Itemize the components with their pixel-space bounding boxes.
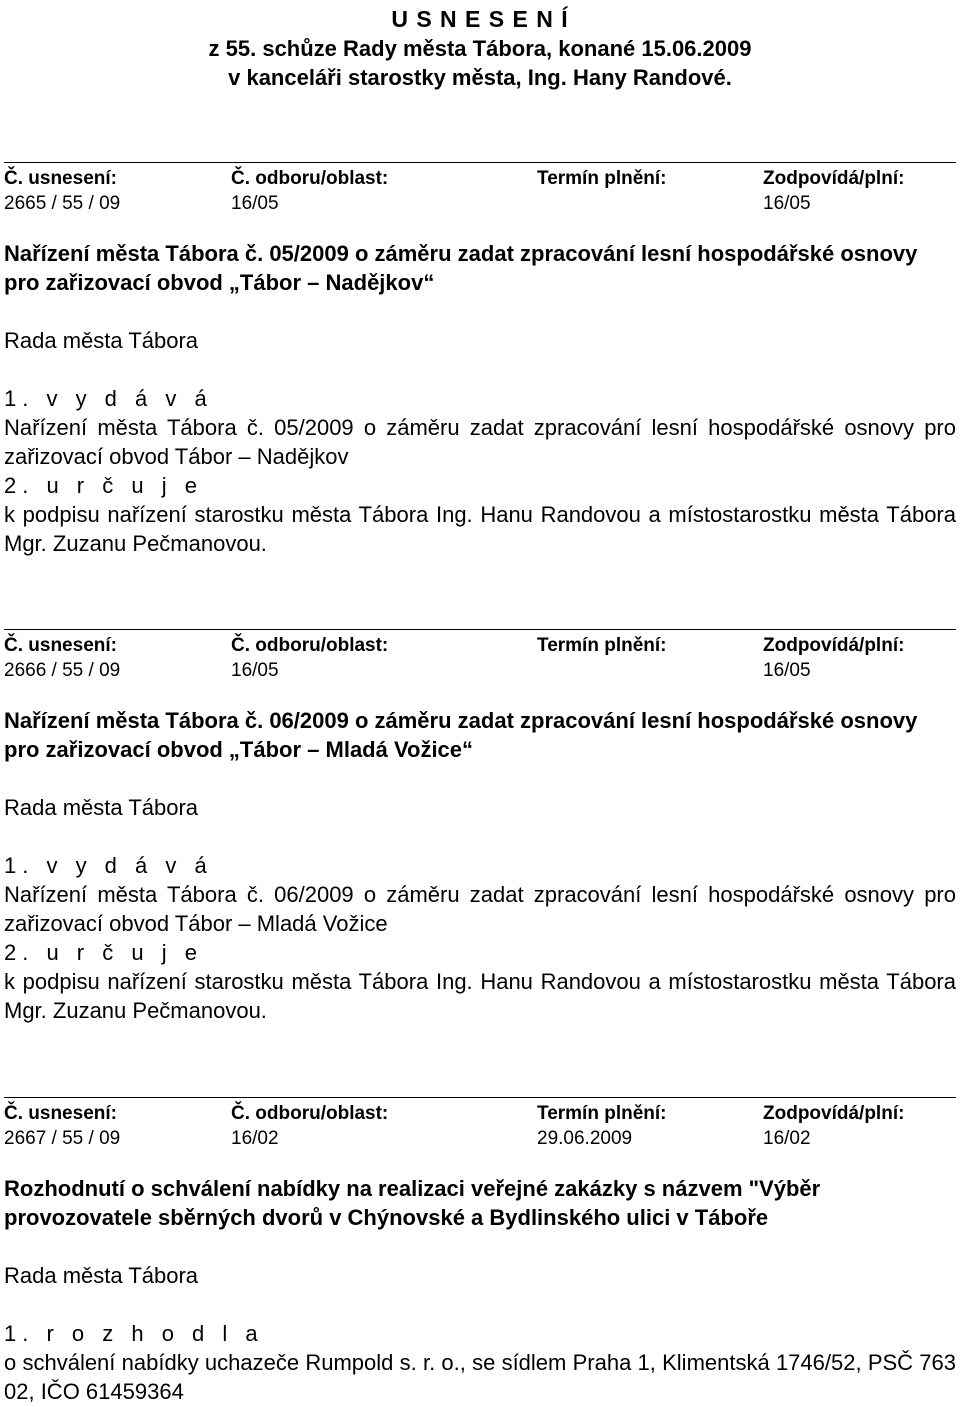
resolution-no-value: 2667 / 55 / 09 (4, 1128, 121, 1149)
council-name: Rada města Tábora (4, 1263, 199, 1288)
section-divider (4, 162, 956, 163)
responsible-value: 16/05 (763, 660, 811, 681)
deadline-label: Termín plnění: (537, 168, 667, 189)
resolution-title: Nařízení města Tábora č. 06/2009 o záměru zadat zpracování lesní hospodářské osnovy pro zařizovací obvod „Tábor – Mladá Vožice“ (4, 708, 918, 762)
council-name: Rada města Tábora (4, 795, 199, 820)
resolution-meta (0, 633, 960, 689)
council-name: Rada města Tábora (4, 328, 199, 353)
responsible-label: Zodpovídá/plní: (763, 635, 905, 656)
item-2-text: k podpisu nařízení starostku města Tábora Ing. Hanu Randovou a místostarostku města Tábora Mgr. Zuzanu Pečmanovou. (4, 969, 956, 1023)
resolution-title: Nařízení města Tábora č. 05/2009 o záměru zadat zpracování lesní hospodářské osnovy pro zařizovací obvod „Tábor – Nadějkov“ (4, 241, 918, 295)
responsible-value: 16/05 (763, 193, 811, 214)
resolution-no-label: Č. usnesení: (4, 635, 117, 656)
department-label: Č. odboru/oblast: (231, 168, 389, 189)
document-header (0, 4, 960, 92)
meeting-location-line: v kanceláři starostky města, Ing. Hany Randové. (228, 65, 732, 90)
resolution-no-label: Č. usnesení: (4, 1103, 117, 1124)
item-2-text: k podpisu nařízení starostku města Tábora Ing. Hanu Randovou a místostarostku města Tábora Mgr. Zuzanu Pečmanovou. (4, 502, 956, 556)
resolution-meta (0, 1101, 960, 1157)
responsible-label: Zodpovídá/plní: (763, 168, 905, 189)
department-label: Č. odboru/oblast: (231, 635, 389, 656)
item-1-heading: 1. v y d á v á (4, 853, 213, 878)
item-1-heading: 1. v y d á v á (4, 386, 213, 411)
department-label: Č. odboru/oblast: (231, 1103, 389, 1124)
deadline-label: Termín plnění: (537, 1103, 667, 1124)
department-value: 16/05 (231, 660, 279, 681)
item-2-heading: 2. u r č u j e (4, 473, 203, 498)
item-1-text: o schválení nabídky uchazeče Rumpold s. r. o., se sídlem Praha 1, Klimentská 1746/52, PSČ 763 02, IČO 61459364 (4, 1350, 956, 1404)
resolution-no-label: Č. usnesení: (4, 168, 117, 189)
department-value: 16/05 (231, 193, 279, 214)
item-1-text: Nařízení města Tábora č. 06/2009 o záměru zadat zpracování lesní hospodářské osnovy pro zařizovací obvod Tábor – Mladá Vožice (4, 882, 956, 936)
item-1-text: Nařízení města Tábora č. 05/2009 o záměru zadat zpracování lesní hospodářské osnovy pro zařizovací obvod Tábor – Nadějkov (4, 415, 956, 469)
responsible-label: Zodpovídá/plní: (763, 1103, 905, 1124)
resolution-meta (0, 166, 960, 222)
resolution-no-value: 2665 / 55 / 09 (4, 193, 121, 214)
section-divider (4, 1097, 956, 1098)
deadline-value: 29.06.2009 (537, 1128, 633, 1149)
item-2-heading: 2. u r č u j e (4, 940, 203, 965)
resolution-title: Rozhodnutí o schválení nabídky na realizaci veřejné zakázky s názvem "Výběr provozovatele sběrných dvorů v Chýnovské a Bydlinského ulici v Táboře (4, 1176, 821, 1230)
department-value: 16/02 (231, 1128, 279, 1149)
item-1-heading: 1. r o z h o d l a (4, 1321, 264, 1346)
resolution-no-value: 2666 / 55 / 09 (4, 660, 121, 681)
responsible-value: 16/02 (763, 1128, 811, 1149)
section-divider (4, 629, 956, 630)
deadline-label: Termín plnění: (537, 635, 667, 656)
document-title: U S N E S E N Í (391, 6, 569, 32)
meeting-line: z 55. schůze Rady města Tábora, konané 15.06.2009 (208, 36, 752, 61)
